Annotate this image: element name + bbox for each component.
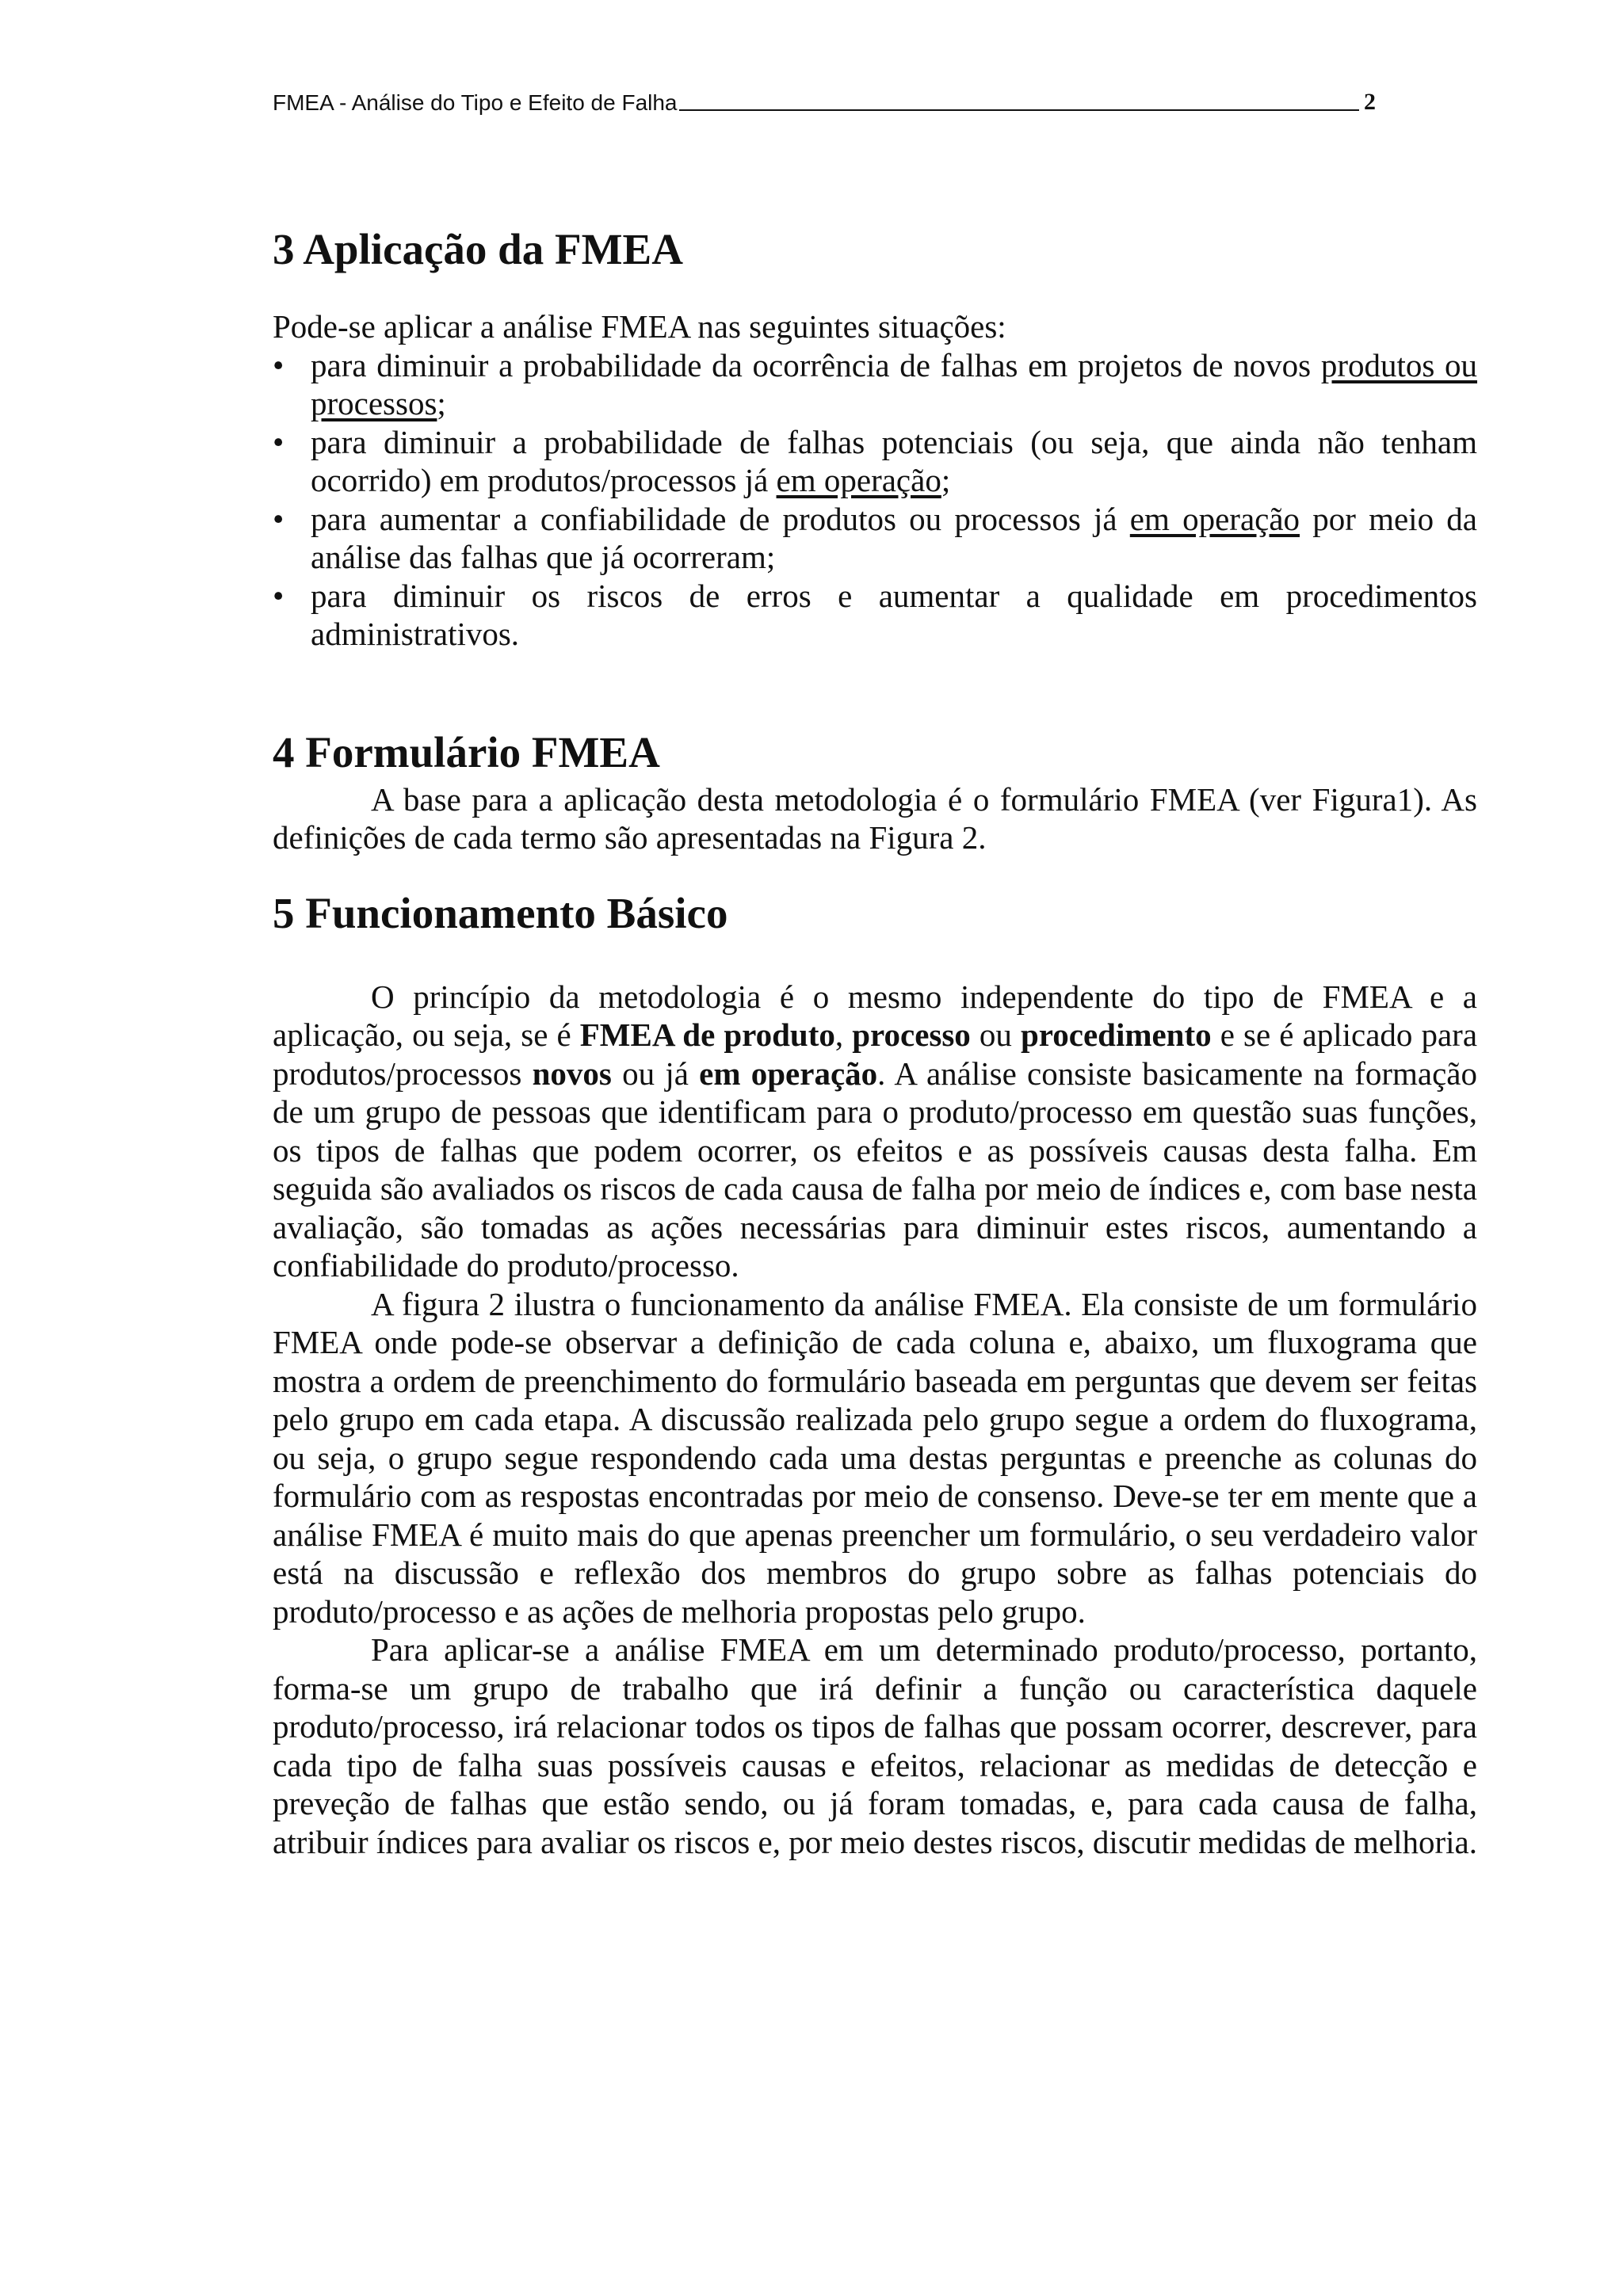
list-item: • para diminuir a probabilidade da ocorrência de falhas em projetos de novos produtos ou processos; bbox=[273, 346, 1477, 423]
bold-text: em operação bbox=[699, 1055, 878, 1092]
page-header bbox=[273, 78, 1376, 114]
header-rule bbox=[679, 109, 1359, 111]
header-title: FMEA - Análise do Tipo e Efeito de Falha bbox=[273, 90, 678, 115]
section-5-paragraph-1: O princípio da metodologia é o mesmo independente do tipo de FMEA e a aplicação, ou seja, se é FMEA de produto, processo ou procedimento e se é aplicado para produtos/processos novos ou já em operação. A análise consiste basicamente na formação de um grupo de pessoas que identificam para o produto/processo em questão suas funções, os tipos de falhas que podem ocorrer, os efeitos e as possíveis causas desta falha. Em seguida são avaliados os riscos de cada causa de falha por meio de índices e, com base nesta avaliação, são tomadas as ações necessárias para diminuir estes riscos, aumentando a confiabilidade do produto/processo. bbox=[273, 978, 1478, 1283]
section-4-paragraph: A base para a aplicação desta metodologia é o formulário FMEA (ver Figura1). As definições de cada termo são apresentadas na Figura 2. bbox=[273, 780, 1477, 856]
list-item: • para diminuir a probabilidade de falhas potenciais (ou seja, que ainda não tenham ocorrido) em produtos/processos já em operação; bbox=[273, 423, 1477, 500]
page-number: 2 bbox=[1364, 89, 1376, 115]
page-body bbox=[273, 222, 1477, 1861]
section-3-heading: 3 Aplicação da FMEA bbox=[273, 225, 683, 273]
section-5-paragraph-3: Para aplicar-se a análise FMEA em um determinado produto/processo, portanto, forma-se um grupo de trabalho que irá definir a função ou característica daquele produto/processo, irá relacionar todos os tipos de falhas que possam ocorrer, descrever, para cada tipo de falha suas possíveis causas e efeitos, relacionar as medidas de detecção e preveção de falhas que estão sendo, ou já foram tomadas, e, para cada causa de falha, atribuir índices para avaliar os riscos e, por meio destes riscos, discutir medidas de melhoria. bbox=[273, 1631, 1477, 1860]
underlined-text: produtos ou processos bbox=[311, 346, 1478, 421]
bold-text: processo bbox=[852, 1016, 971, 1053]
bold-text: FMEA de produto bbox=[579, 1016, 835, 1053]
section-3-intro: Pode-se aplicar a análise FMEA nas seguintes situações: bbox=[273, 308, 1006, 345]
underlined-text: em operação bbox=[776, 462, 941, 498]
bold-text: novos bbox=[532, 1055, 612, 1092]
bold-text: procedimento bbox=[1020, 1016, 1212, 1053]
list-item: • para diminuir os riscos de erros e aumentar a qualidade em procedimentos administrativos. bbox=[273, 577, 1477, 654]
section-5-paragraph-2: A figura 2 ilustra o funcionamento da análise FMEA. Ela consiste de um formulário FMEA onde pode-se observar a definição de cada coluna e, abaixo, um fluxograma que mostra a ordem de preenchimento do formulário baseada em perguntas que devem ser feitas pelo grupo em cada etapa. A discussão realizada pelo grupo segue a ordem do fluxograma, ou seja, o grupo segue respondendo cada uma destas perguntas e preenche as colunas do formulário com as respostas encontradas por meio de consenso. Deve-se ter em mente que a análise FMEA é muito mais do que apenas preencher um formulário, o seu verdadeiro valor está na discussão e reflexão dos membros do grupo sobre as falhas potenciais do produto/processo e as ações de melhoria propostas pelo grupo. bbox=[273, 1285, 1477, 1630]
list-item: • para aumentar a confiabilidade de produtos ou processos já em operação por meio da análise das falhas que já ocorreram; bbox=[273, 500, 1477, 577]
underlined-text: em operação bbox=[1129, 500, 1300, 537]
application-list bbox=[273, 346, 1477, 654]
section-4-heading: 4 Formulário FMEA bbox=[273, 727, 660, 776]
section-5-heading: 5 Funcionamento Básico bbox=[273, 888, 728, 937]
